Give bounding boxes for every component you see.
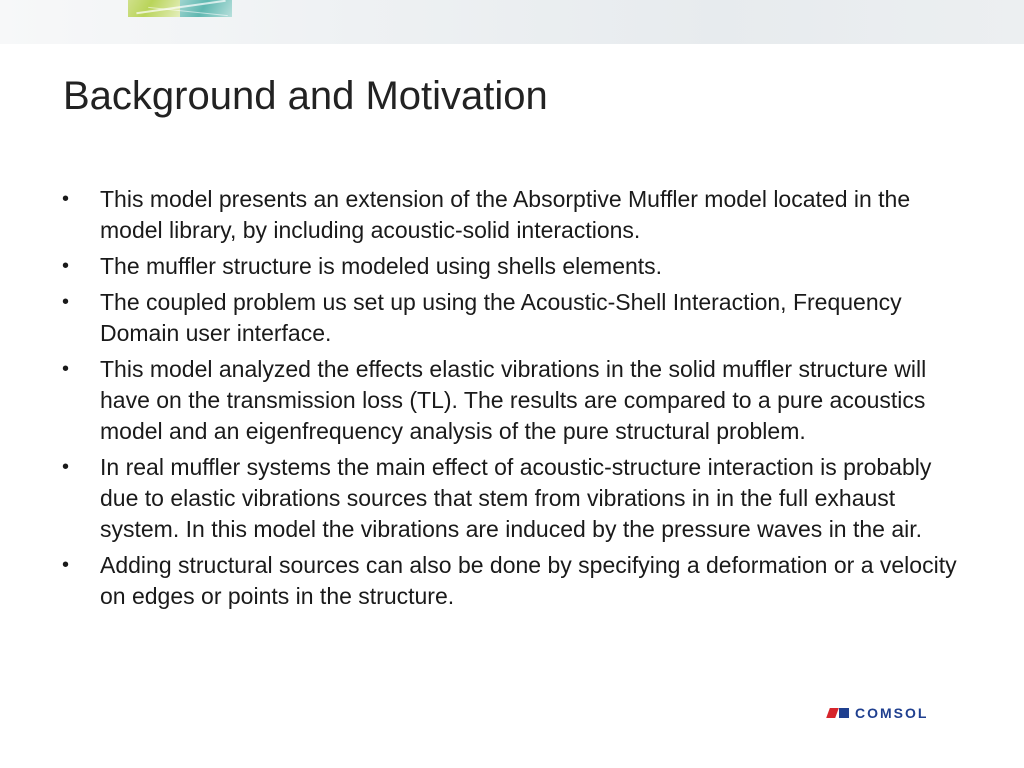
bullet-item: [62, 550, 967, 612]
comsol-logo: [828, 704, 928, 722]
bullet-text: The coupled problem us set up using the Acoustic-Shell Interaction, Frequency Domain user interface.: [100, 289, 902, 346]
bullet-text: In real muffler systems the main effect of acoustic-structure interaction is probably due to elastic vibrations sources that stem from vibrations in in the full exhaust system. In this model the vibrations are induced by the pressure waves in the air.: [100, 454, 932, 542]
bullet-text: This model analyzed the effects elastic vibrations in the solid muffler structure will have on the transmission loss (TL). The results are compared to a pure acoustics model and an eigenfrequency analysis of the pure structural problem.: [100, 356, 927, 444]
bullet-item: [62, 251, 967, 282]
slide-title: Background and Motivation: [63, 74, 548, 118]
bullet-icon: •: [62, 291, 70, 313]
logo-red-bar: [826, 708, 839, 718]
bullet-item: [62, 184, 967, 246]
bullet-icon: •: [62, 255, 70, 277]
comsol-logo-mark-icon: [828, 708, 849, 718]
bullet-text: The muffler structure is modeled using shells elements.: [100, 253, 663, 279]
top-banner: [0, 0, 1024, 44]
bullet-text: Adding structural sources can also be done by specifying a deformation or a velocity on edges or points in the structure.: [100, 552, 957, 609]
bullet-icon: •: [62, 358, 70, 380]
bullet-text: This model presents an extension of the Absorptive Muffler model located in the model library, by including acoustic-solid interactions.: [100, 186, 911, 243]
bullet-icon: •: [62, 188, 70, 210]
bullet-item: [62, 354, 967, 447]
bullet-item: [62, 287, 967, 349]
bullet-item: [62, 452, 967, 545]
logo-text: COMSOL: [855, 705, 929, 721]
banner-decorative-graphic: [128, 0, 232, 17]
bullet-icon: •: [62, 554, 70, 576]
logo-blue-square: [839, 708, 849, 718]
bullet-list: [62, 184, 967, 617]
bullet-icon: •: [62, 456, 70, 478]
